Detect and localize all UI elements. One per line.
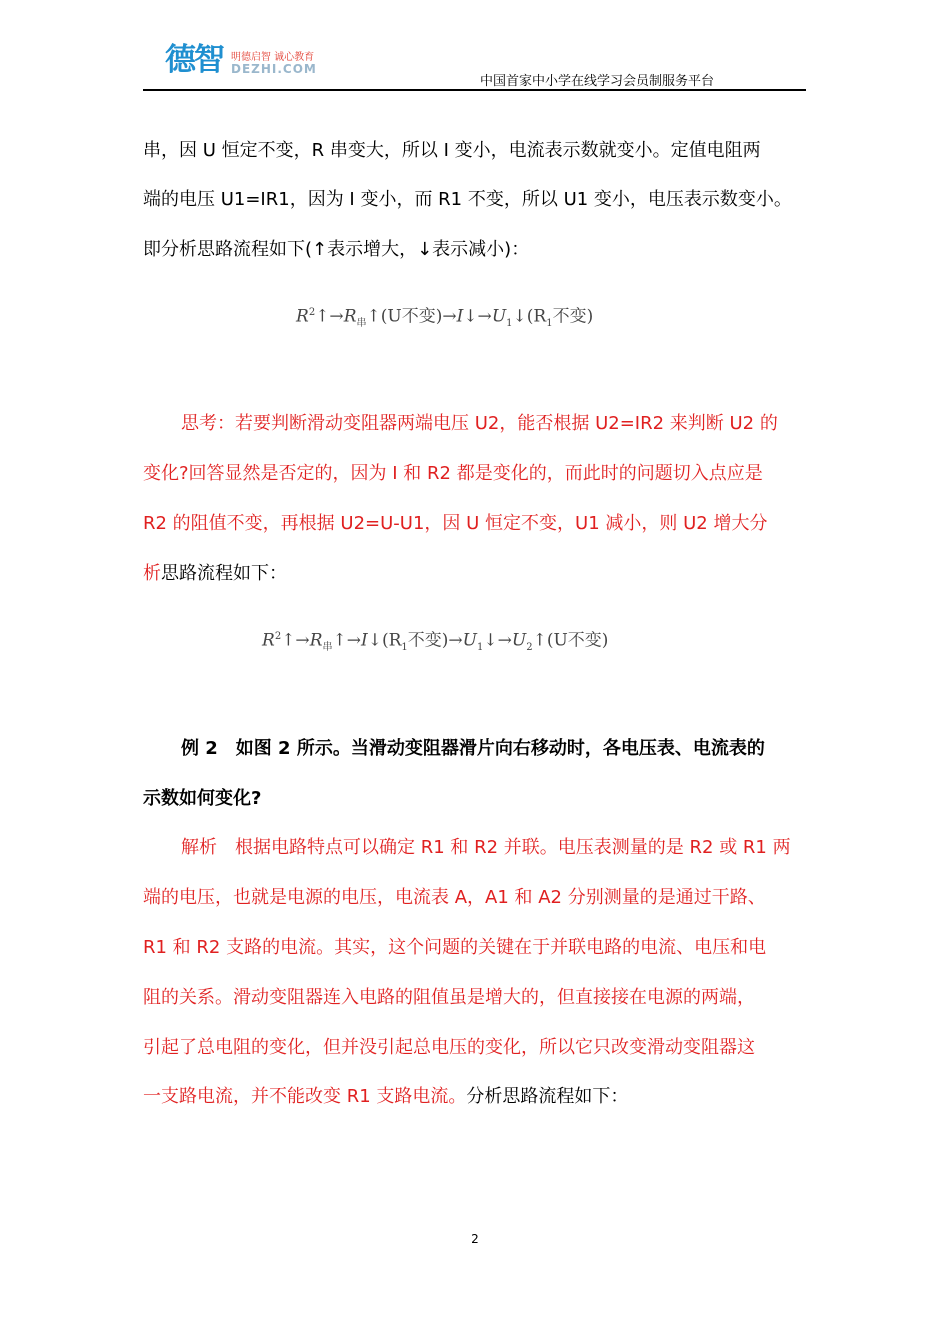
logo-domain: DEZHI.COM	[231, 62, 317, 76]
analysis-line: 阻的关系。滑动变阻器连入电路的阻值虽是增大的，但直接接在电源的两端，	[143, 987, 755, 1008]
example-heading: 示数如何变化?	[143, 788, 262, 809]
analysis-line: 引起了总电阻的变化，但并没引起总电压的变化，所以它只改变滑动变阻器这	[143, 1037, 755, 1058]
example-heading: 例 2 如图 2 所示。当滑动变阻器滑片向右移动时，各电压表、电流表的	[181, 738, 765, 759]
think-line: 思考：若要判断滑动变阻器两端电压 U2，能否根据 U2=IR2 来判断 U2 的	[181, 413, 778, 434]
paragraph-line: 串，因 U 恒定不变，R 串变大，所以 I 变小，电流表示数就变小。定值电阻两	[143, 140, 761, 161]
paragraph-line: 即分析思路流程如下(↑表示增大，↓表示减小)：	[143, 239, 530, 260]
formula-2: $R^2↑\to R_串↑\to I↓(R_1$不变)$\to U_1↓\to U_2↑(U$不变)	[262, 630, 609, 654]
formula-1: $R^2↑\to R_串↑(U$不变)$\to I↓\to U_1↓(R_1$不变)	[296, 306, 594, 330]
analysis-line: 解析 根据电路特点可以确定 R1 和 R2 并联。电压表测量的是 R2 或 R1 两	[181, 837, 791, 858]
page-number: 2	[471, 1232, 479, 1246]
logo-slogan: 明德启智 诚心教育	[231, 52, 315, 63]
logo	[165, 42, 355, 80]
analysis-line: 端的电压，也就是电源的电压，电流表 A，A1 和 A2 分别测量的是通过干路、	[143, 887, 766, 908]
think-line: 变化?回答显然是否定的，因为 I 和 R2 都是变化的，而此时的问题切入点应是	[143, 463, 763, 484]
header-divider	[143, 89, 806, 91]
logo-mark: 德智	[165, 42, 223, 78]
think-line: 析思路流程如下：	[143, 563, 287, 584]
header-title: 中国首家中小学在线学习会员制服务平台	[479, 74, 714, 89]
paragraph-line: 端的电压 U1=IR1，因为 I 变小，而 R1 不变，所以 U1 变小，电压表示数变小。	[143, 189, 792, 210]
think-line: R2 的阻值不变，再根据 U2=U-U1，因 U 恒定不变，U1 减小，则 U2 增大分	[143, 513, 768, 534]
page-header	[143, 40, 806, 92]
analysis-line: 一支路电流，并不能改变 R1 支路电流。分析思路流程如下：	[143, 1086, 629, 1107]
analysis-line: R1 和 R2 支路的电流。其实，这个问题的关键在于并联电路的电流、电压和电	[143, 937, 767, 958]
